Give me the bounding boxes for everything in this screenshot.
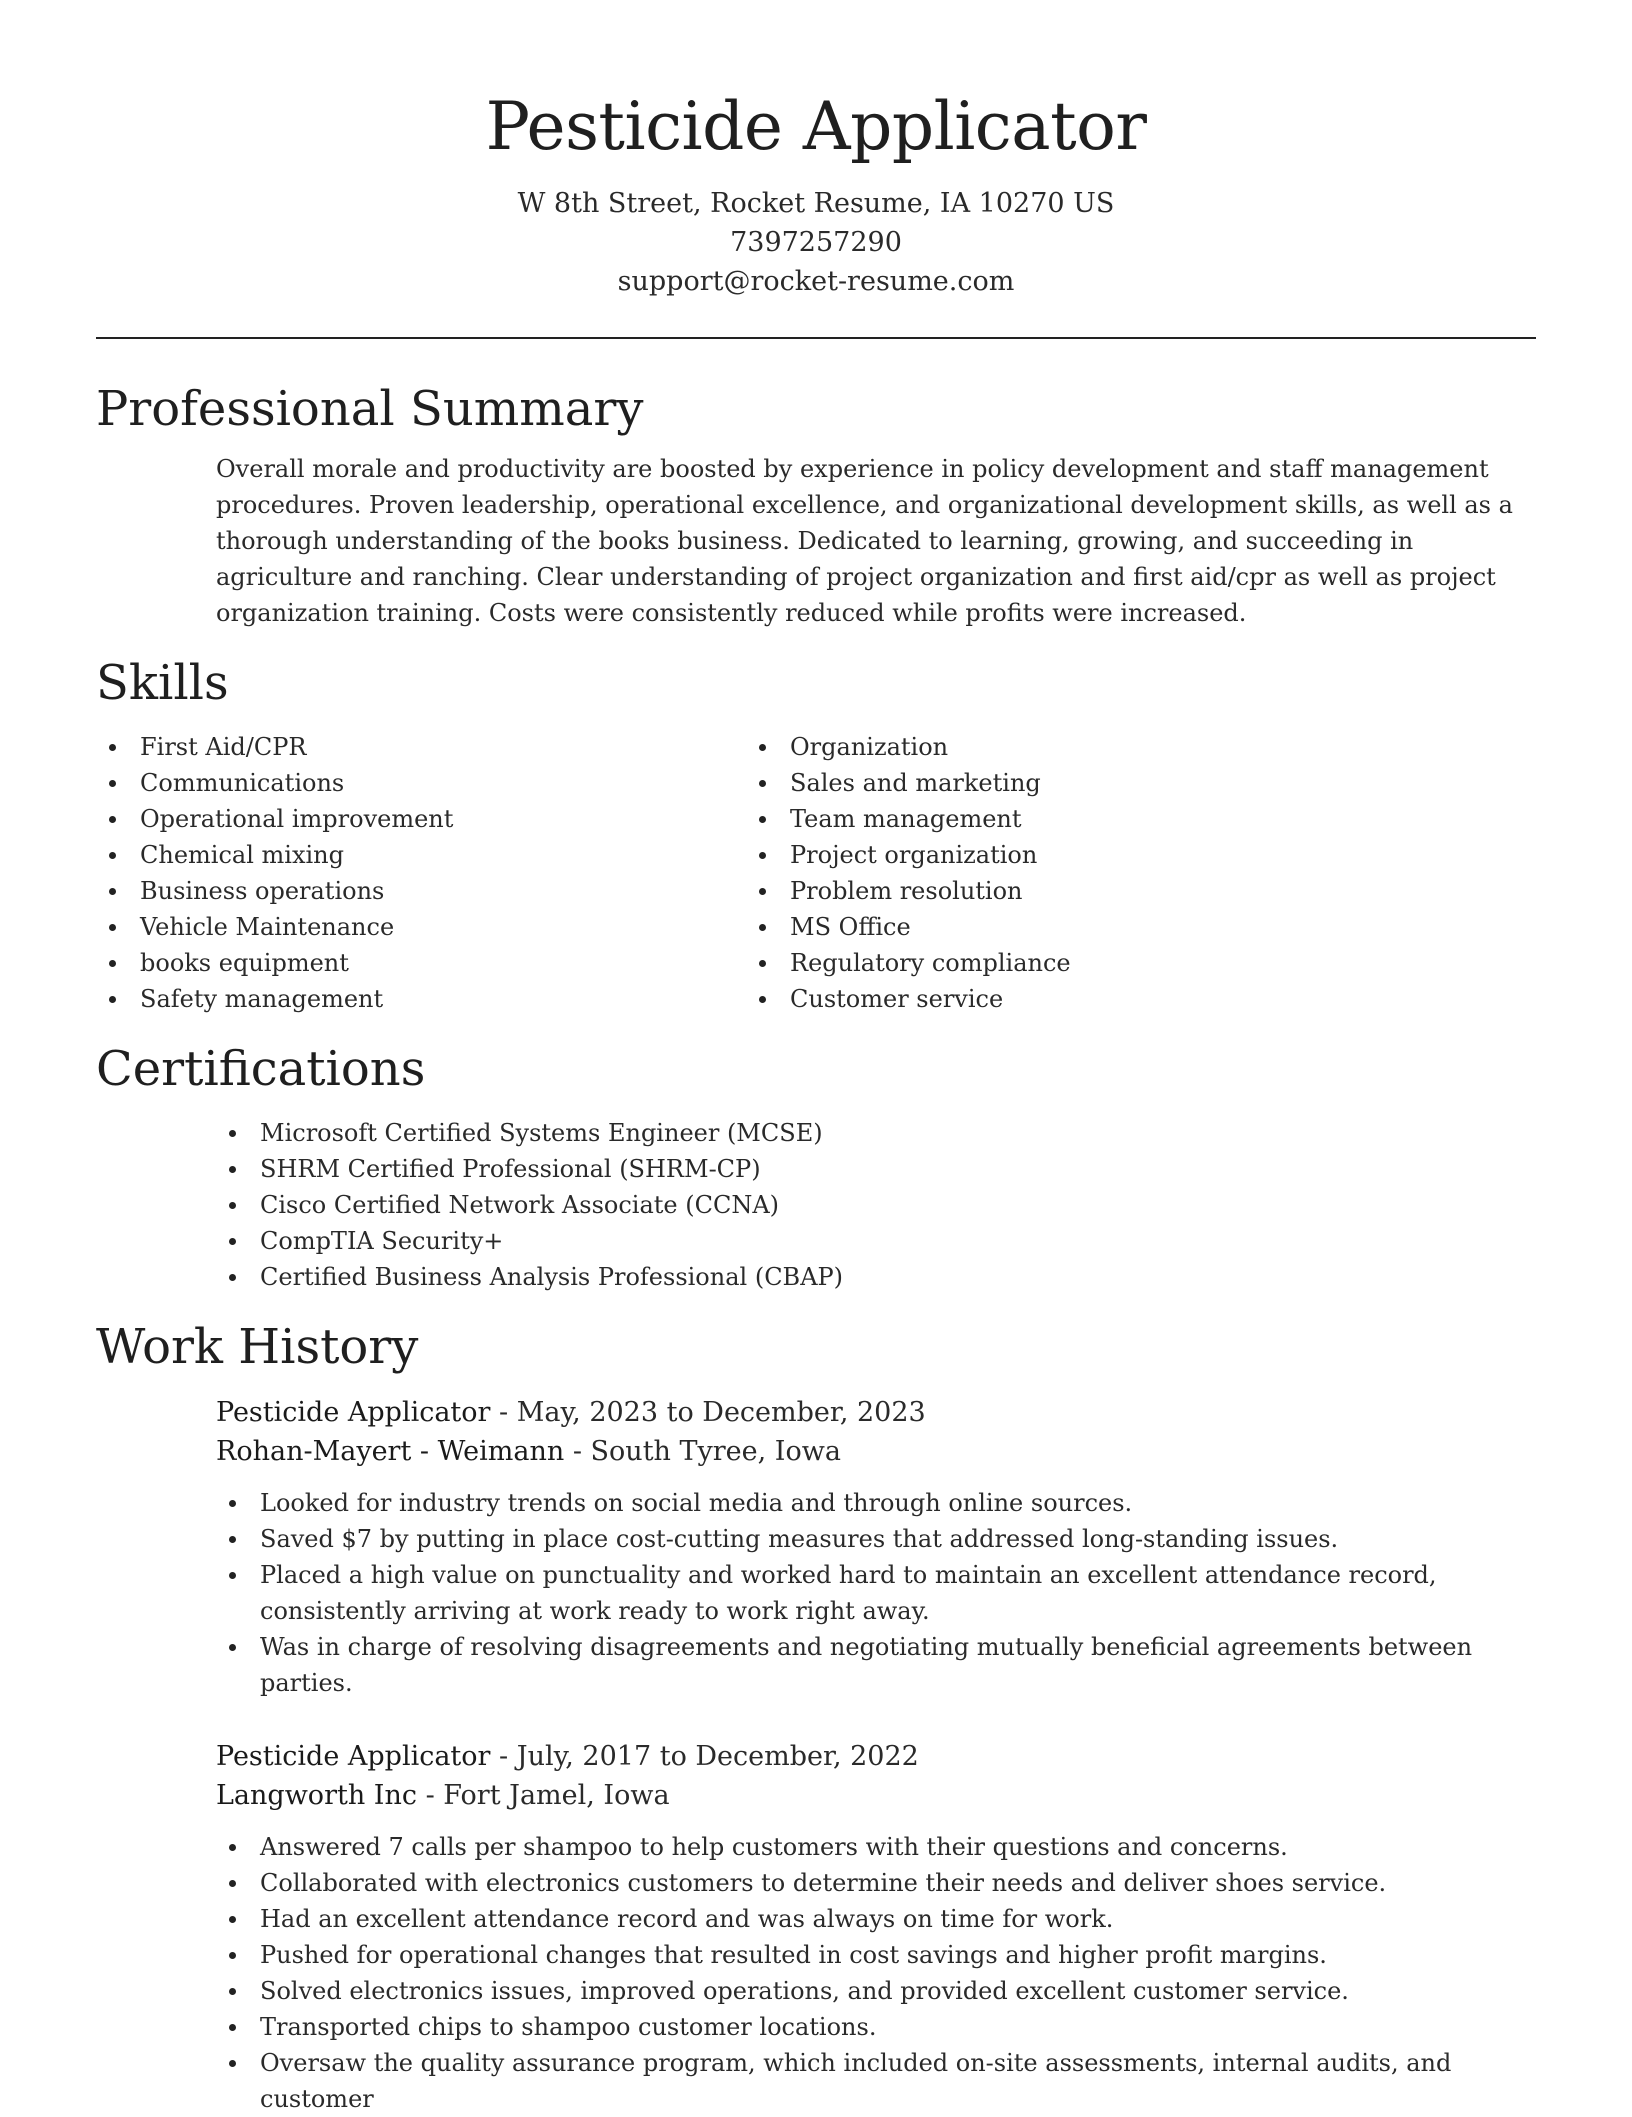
separator: - [490,1397,517,1428]
job-bullet: Solved electronics issues, improved operations, and provided excellent customer service. [216,1973,1536,2009]
summary-heading: Professional Summary [96,381,644,437]
skill-item: Sales and marketing [746,765,1346,801]
contact-address: W 8th Street, Rocket Resume, IA 10270 US [517,188,1115,219]
skill-item: Team management [746,801,1346,837]
certification-item: Microsoft Certified Systems Engineer (MCSE) [216,1115,1536,1151]
certification-item: SHRM Certified Professional (SHRM-CP) [216,1151,1536,1187]
certification-item: Cisco Certified Network Associate (CCNA) [216,1187,1536,1223]
job-bullet: Had an excellent attendance record and was always on time for work. [216,1901,1536,1937]
skill-item: Chemical mixing [96,837,746,873]
skill-item: Project organization [746,837,1346,873]
skill-item: First Aid/CPR [96,729,746,765]
job-bullet: Placed a high value on punctuality and worked hard to maintain an excellent attendance record, consistently arriving at work ready to work right away. [216,1557,1536,1629]
job-company: Rohan-Mayert - Weimann [216,1436,565,1467]
job-dates: July, 2017 to December, 2022 [516,1741,919,1772]
skill-item: Communications [96,765,746,801]
certifications-list [216,1115,1536,1295]
summary-text: Overall morale and productivity are boosted by experience in policy development and staff management procedures. Proven leadership, operational excellence, and organizational development skills, as well as a thorough understanding of the books business. Dedicated to learning, growing, and succeeding in agriculture and ranching. Clear understanding of project organization and first aid/cpr as well as project organization training. Costs were consistently reduced while profits were increased. [216,455,1513,627]
header-divider [96,337,1536,339]
contact-block [96,184,1536,301]
separator: - [564,1436,591,1467]
job-bullet: Looked for industry trends on social media and through online sources. [216,1485,1536,1521]
job-title-line [216,1737,1536,1776]
job-location: Fort Jamel, Iowa [443,1780,670,1811]
skills-column-1 [96,729,746,1017]
job-entry [216,1737,1536,2117]
skill-item: Operational improvement [96,801,746,837]
job-bullets [216,1829,1536,2117]
job-company-line [216,1432,1536,1471]
skill-item: Problem resolution [746,873,1346,909]
skills-column-2 [746,729,1346,1017]
job-location: South Tyree, Iowa [590,1436,841,1467]
job-entry [216,1393,1536,1701]
skill-item: Organization [746,729,1346,765]
job-bullet: Was in charge of resolving disagreements and negotiating mutually beneficial agreements between parties. [216,1629,1536,1701]
skills-section [96,653,1536,1017]
job-title: Pesticide Applicator [216,1741,491,1772]
job-title-line [216,1393,1536,1432]
job-bullet: Pushed for operational changes that resulted in cost savings and higher profit margins. [216,1937,1536,1973]
certifications-heading: Certifications [96,1041,426,1097]
skill-item: Customer service [746,981,1346,1017]
work-history-section [96,1317,1536,2117]
job-bullet: Transported chips to shampoo customer locations. [216,2009,1536,2045]
certification-item: CompTIA Security+ [216,1223,1536,1259]
skill-item: Regulatory compliance [746,945,1346,981]
skill-item: Safety management [96,981,746,1017]
job-company: Langworth Inc [216,1780,417,1811]
contact-phone: 7397257290 [730,227,902,258]
resume-name: Pesticide Applicator [485,88,1147,165]
job-bullet: Oversaw the quality assurance program, which included on-site assessments, internal audits, and customer [216,2045,1536,2117]
skill-item: books equipment [96,945,746,981]
job-bullets [216,1485,1536,1701]
skill-item: Vehicle Maintenance [96,909,746,945]
job-bullet: Collaborated with electronics customers to determine their needs and deliver shoes service. [216,1865,1536,1901]
job-dates: May, 2023 to December, 2023 [516,1397,926,1428]
certifications-section [96,1039,1536,1295]
skills-grid [96,729,1536,1017]
skill-item: MS Office [746,909,1346,945]
work-history-heading: Work History [96,1319,419,1375]
skill-item: Business operations [96,873,746,909]
separator: - [490,1741,517,1772]
job-bullet: Answered 7 calls per shampoo to help customers with their questions and concerns. [216,1829,1536,1865]
separator: - [416,1780,444,1811]
summary-section [96,379,1536,631]
contact-email: support@rocket-resume.com [617,266,1015,297]
job-bullet: Saved $7 by putting in place cost-cutting measures that addressed long-standing issues. [216,1521,1536,1557]
certification-item: Certified Business Analysis Professional (CBAP) [216,1259,1536,1295]
skills-heading: Skills [96,655,229,711]
job-title: Pesticide Applicator [216,1397,491,1428]
job-company-line [216,1776,1536,1815]
resume-page [96,0,1536,2117]
